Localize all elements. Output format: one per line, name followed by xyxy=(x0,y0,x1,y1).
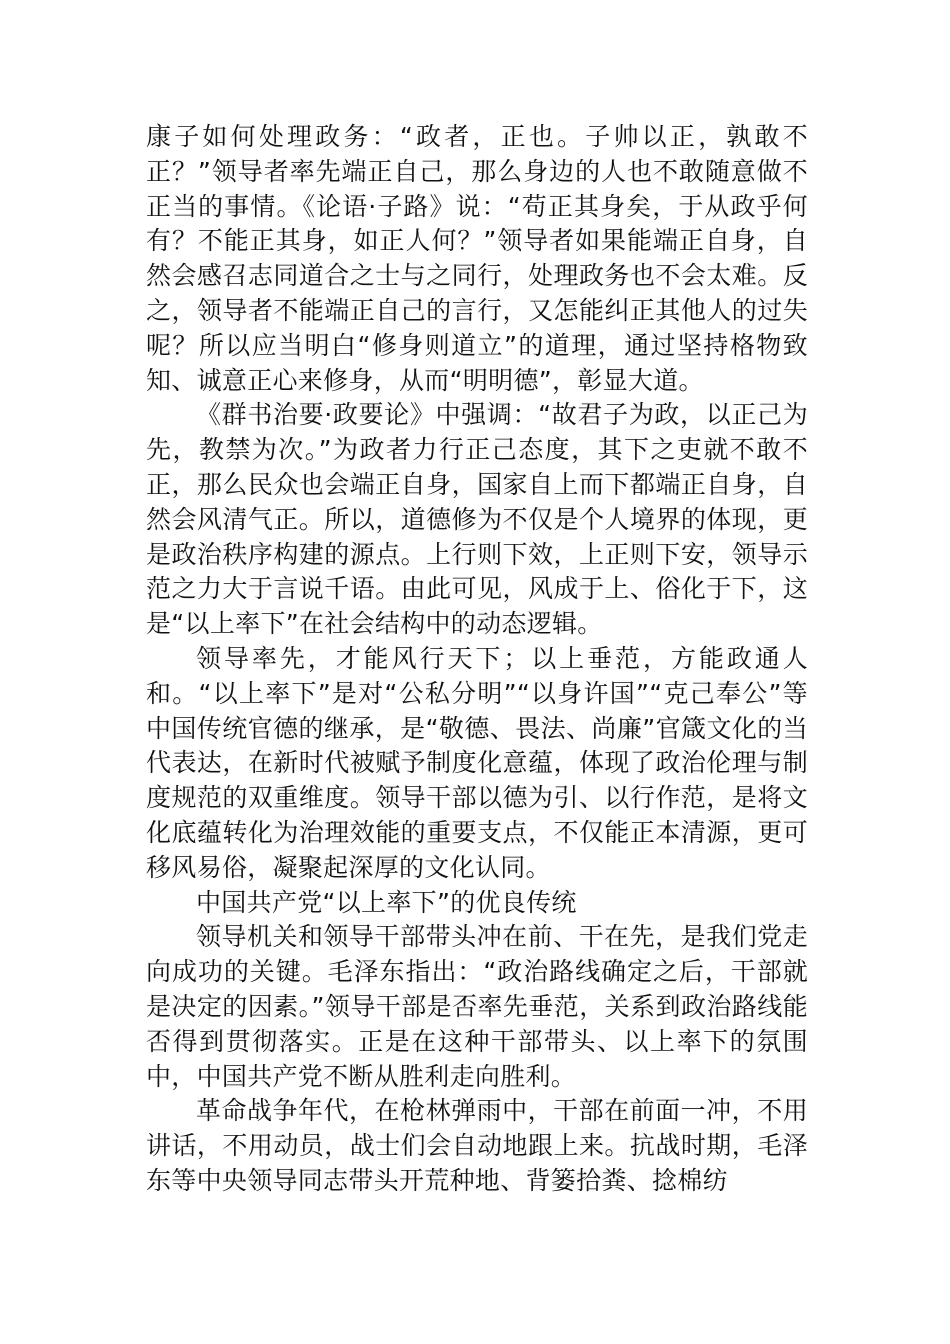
section-heading: 中国共产党“以上率下”的优良传统 xyxy=(196,887,577,917)
paragraph-3: 领导率先，才能风行天下；以上垂范，方能政通人和。“以上率下”是对“公私分明”“以身许国”“克己奉公”等中国传统官德的继承，是“敬德、畏法、尚廉”官箴文化的当代表达，在新时代被赋予制度化意蕴，体现了政治伦理与制度规范的双重维度。领导干部以德为引、以行作范，是将文化底蕴转化为治理效能的重要支点，不仅能正本清源，更可移风易俗，凝聚起深厚的文化认同。 xyxy=(146,643,808,882)
document-page xyxy=(146,120,808,1199)
paragraph-2: 《群书治要·政要论》中强调：“故君子为政，以正己为先，教禁为次。”为政者力行正己态度，其下之吏就不敢不正，那么民众也会端正自身，国家自上而下都端正自身，自然会风清气正。所以，道德修为不仅是个人境界的体现，更是政治秩序构建的源点。上行则下效，上正则下安，领导示范之力大于言说千语。由此可见，风成于上、俗化于下，这是“以上率下”在社会结构中的动态逻辑。 xyxy=(146,400,808,639)
paragraph-4: 领导机关和领导干部带头冲在前、干在先，是我们党走向成功的关键。毛泽东指出：“政治路线确定之后，干部就是决定的因素。”领导干部是否率先垂范，关系到政治路线能否得到贯彻落实。正是在这种干部带头、以上率下的氛围中，中国共产党不断从胜利走向胜利。 xyxy=(146,922,808,1091)
paragraph-5: 革命战争年代，在枪林弹雨中，干部在前面一冲，不用讲话，不用动员，战士们会自动地跟上来。抗战时期，毛泽东等中央领导同志带头开荒种地、背篓拾粪、捻棉纺 xyxy=(146,1096,808,1195)
paragraph-1: 康子如何处理政务：“政者，正也。子帅以正，孰敢不正？”领导者率先端正自己，那么身边的人也不敢随意做不正当的事情。《论语·子路》说：“苟正其身矣，于从政乎何有？不能正其身，如正人何？”领导者如果能端正自身，自然会感召志同道合之士与之同行，处理政务也不会太难。反之，领导者不能端正自己的言行，又怎能纠正其他人的过失呢？所以应当明白“修身则道立”的道理，通过坚持格物致知、诚意正心来修身，从而“明明德”，彰显大道。 xyxy=(146,122,808,395)
